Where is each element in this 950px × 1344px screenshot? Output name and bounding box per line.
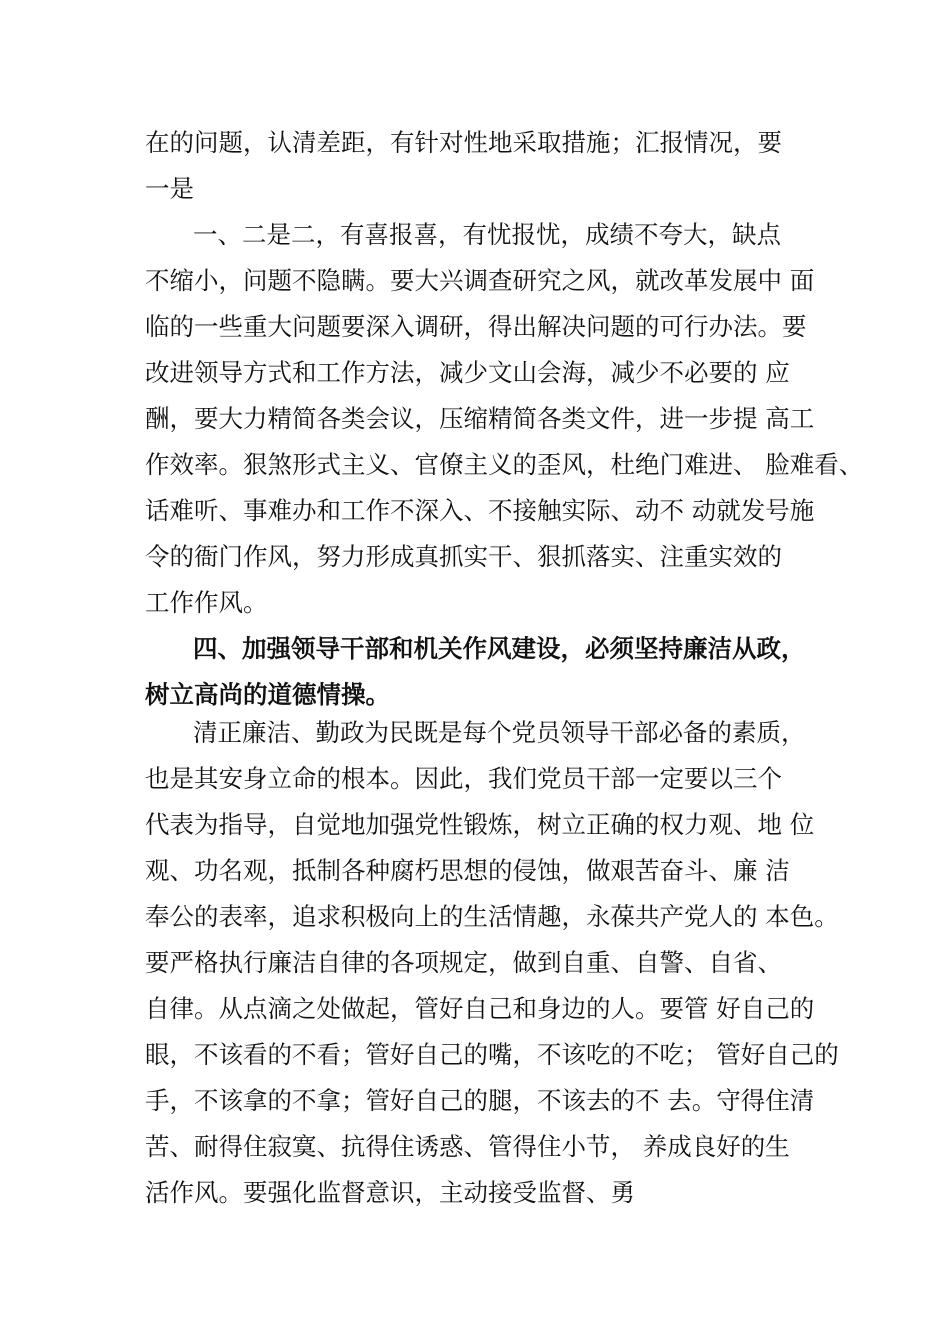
text-line: 自律。从点滴之处做起，管好自己和身边的人。要管 好自己的 bbox=[145, 994, 815, 1023]
text-line: 代表为指导，自觉地加强党性锻炼，树立正确的权力观、地 位 bbox=[145, 810, 815, 839]
text-line: 苦、耐得住寂寞、抗得住诱惑、管得住小节， 养成良好的生 bbox=[145, 1132, 790, 1161]
text-line: 作效率。狠煞形式主义、官僚主义的歪风，杜绝门难进、 脸难看、 bbox=[145, 450, 864, 479]
text-line: 眼，不该看的不看；管好自己的嘴，不该吃的不吃； 管好自己的 bbox=[145, 1040, 839, 1069]
text-line: 工作作风。 bbox=[145, 588, 268, 617]
text-line: 改进领导方式和工作方法，减少文山会海，减少不必要的 应 bbox=[145, 358, 790, 387]
paragraph-start-line: 清正廉洁、勤政为民既是每个党员领导干部必备的素质， bbox=[193, 718, 806, 747]
text-line: 话难听、事难办和工作不深入、不接触实际、动不 动就发号施 bbox=[145, 496, 815, 525]
text-line: 要严格执行廉洁自律的各项规定，做到自重、自警、自省、 bbox=[145, 948, 782, 977]
paragraph-start-line: 一、二是二，有喜报喜，有忧报忧，成绩不夸大，缺点 bbox=[193, 220, 781, 249]
text-line: 令的衙门作风，努力形成真抓实干、狠抓落实、注重实效的 bbox=[145, 542, 782, 571]
text-line: 奉公的表率，追求积极向上的生活情趣，永葆共产党人的 本色。 bbox=[145, 902, 839, 931]
section-heading-continued: 树立高尚的道德情操。 bbox=[145, 680, 390, 709]
text-line: 临的一些重大问题要深入调研，得出解决问题的可行办法。要 bbox=[145, 312, 807, 341]
text-line: 不缩小，问题不隐瞒。要大兴调查研究之风，就改革发展中 面 bbox=[145, 266, 815, 295]
text-line: 也是其安身立命的根本。因此，我们党员干部一定要以三个 bbox=[145, 764, 782, 793]
text-line: 一是 bbox=[145, 174, 194, 203]
text-line: 手，不该拿的不拿；管好自己的腿，不该去的不 去。守得住清 bbox=[145, 1086, 815, 1115]
text-line: 观、功名观，抵制各种腐朽思想的侵蚀，做艰苦奋斗、廉 洁 bbox=[145, 856, 790, 885]
section-heading: 四、加强领导干部和机关作风建设，必须坚持廉洁从政， bbox=[193, 634, 806, 663]
text-line: 酬，要大力精简各类会议，压缩精简各类文件，进一步提 高工 bbox=[145, 404, 815, 433]
text-line: 活作风。要强化监督意识，主动接受监督、勇 bbox=[145, 1178, 635, 1207]
text-line: 在的问题，认清差距，有针对性地采取措施；汇报情况，要 bbox=[145, 128, 782, 157]
